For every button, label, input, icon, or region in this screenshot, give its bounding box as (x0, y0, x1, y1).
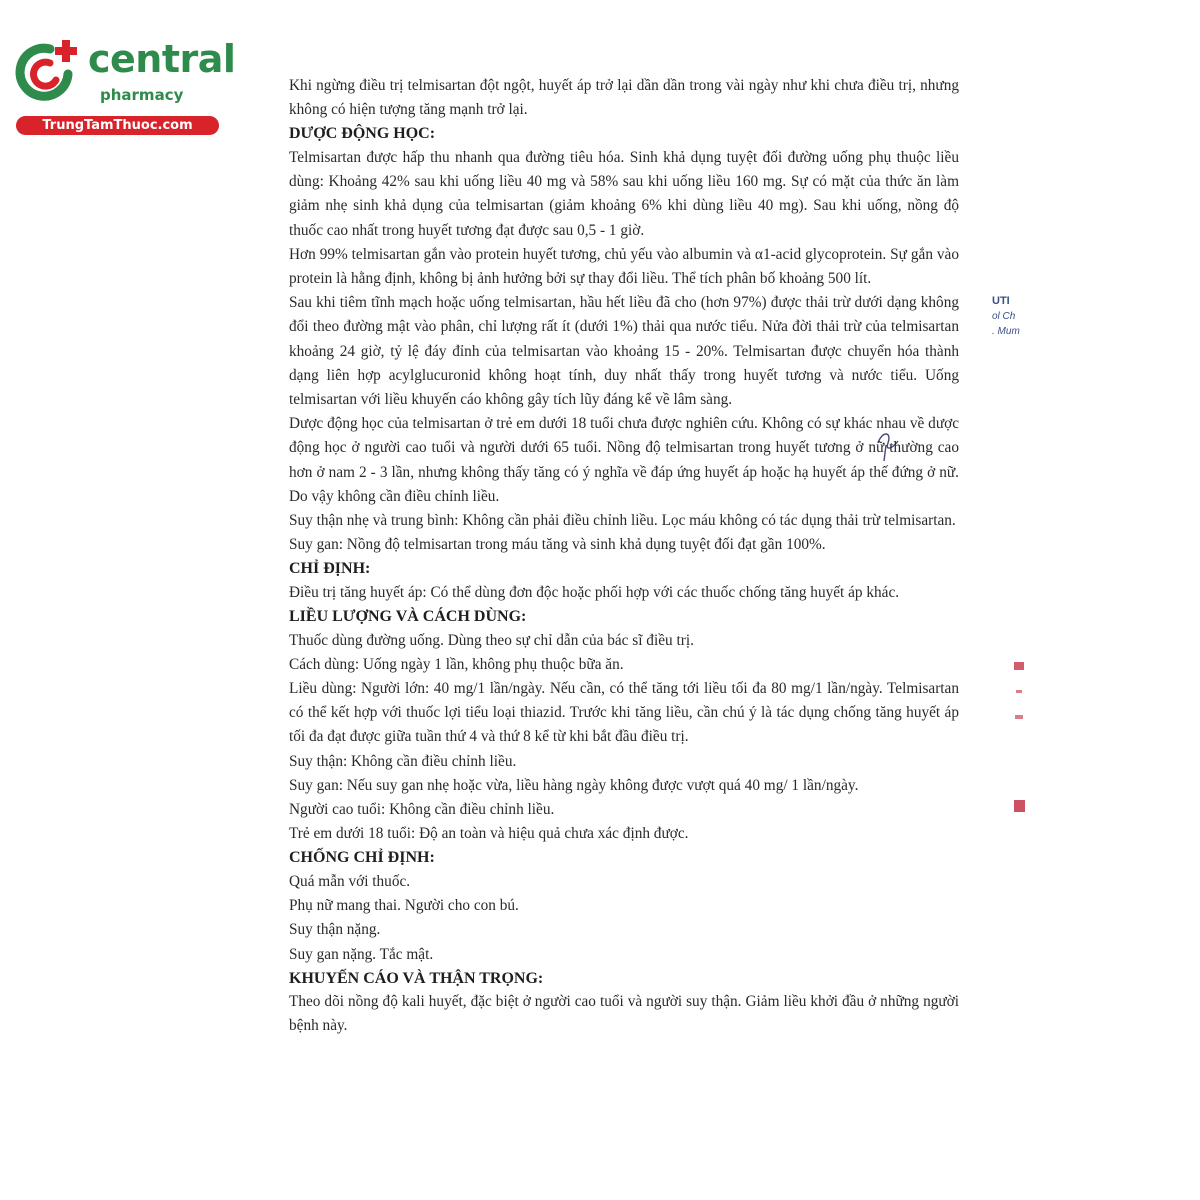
paragraph: Sau khi tiêm tĩnh mạch hoặc uống telmisartan, hầu hết liều đã cho (hơn 97%) được thải trừ dưới dạng không đổi theo đường mật vào phân, chỉ lượng rất ít (dưới 1%) thải qua nước tiểu. Nửa đời thải trừ của telmisartan khoảng 24 giờ, tỷ lệ đáy đỉnh của telmisartan vào khoảng 15 - 20%. Telmisartan được chuyển hóa thành dạng liên hợp acylglucuronid không hoạt tính, duy nhất thấy trong huyết tương và nước tiểu. Uống telmisartan với liều khuyến cáo không gây tích lũy đáng kể về lâm sàng. (289, 294, 959, 408)
paragraph: Điều trị tăng huyết áp: Có thể dùng đơn độc hoặc phối hợp với các thuốc chống tăng huyết áp khác. (289, 583, 900, 601)
paragraph: Thuốc dùng đường uống. Dùng theo sự chỉ dẫn của bác sĩ điều trị. (289, 631, 694, 649)
paragraph: Theo dõi nồng độ kali huyết, đặc biệt ở người cao tuổi và người suy thận. Giảm liều khởi đầu ở những người bệnh này. (289, 993, 959, 1035)
section-heading-contraindications: CHỐNG CHỈ ĐỊNH: (289, 849, 435, 867)
paragraph: Suy thận nặng. (289, 921, 381, 939)
edge-text-line: . Mum (992, 326, 1020, 337)
paragraph: Người cao tuổi: Không cần điều chỉnh liều. (289, 800, 555, 818)
paragraph: Hơn 99% telmisartan gắn vào protein huyết tương, chủ yếu vào albumin và α1-acid glycoprotein. Sự gắn vào protein là hằng định, không bị ảnh hưởng bởi sự thay đổi liều. Thể tích phân bố khoảng 500 lít. (289, 245, 959, 287)
paragraph: Phụ nữ mang thai. Người cho con bú. (289, 897, 519, 915)
paragraph: Suy gan nặng. Tắc mật. (289, 945, 434, 963)
paragraph: Trẻ em dưới 18 tuổi: Độ an toàn và hiệu quả chưa xác định được. (289, 825, 689, 843)
paragraph: Quá mẫn với thuốc. (289, 872, 411, 890)
section-heading-pharmacokinetics: DƯỢC ĐỘNG HỌC: (289, 125, 436, 143)
central-pharmacy-logo[interactable] (10, 36, 236, 136)
paragraph: Suy thận: Không cần điều chỉnh liều. (289, 752, 517, 770)
edge-stamp-text (992, 294, 1032, 339)
paragraph: Khi ngừng điều trị telmisartan đột ngột, huyết áp trở lại dần dần trong vài ngày như khi chưa điều trị, nhưng không có hiện tượng tăng mạnh trở lại. (289, 77, 959, 119)
logo-subtitle: pharmacy (100, 86, 184, 104)
paragraph: Telmisartan được hấp thu nhanh qua đường tiêu hóa. Sinh khả dụng tuyệt đối đường uống phụ thuộc liều dùng: Khoảng 42% sau khi uống liều 40 mg và 58% sau khi uống liều 160 mg. Sự có mặt của thức ăn làm giảm nhẹ sinh khả dụng của telmisartan (giảm khoảng 6% khi dùng liều 40 mg). Sau khi uống, nồng độ thuốc cao nhất trong huyết tương đạt được sau 0,5 - 1 giờ. (289, 148, 959, 239)
edge-text-line: ol Ch (992, 311, 1016, 322)
paragraph: Liều dùng: Người lớn: 40 mg/1 lần/ngày. Nếu cần, có thể tăng tới liều tối đa 80 mg/1 lần/ngày. Telmisartan có thể kết hợp với thuốc lợi tiểu loại thiazid. Trước khi tăng liều, cần chú ý là tác dụng chống tăng huyết áp tối đa đạt được giữa tuần thứ 4 và thứ 8 kể từ khi bắt đầu điều trị. (289, 679, 959, 746)
paragraph: Suy gan: Nếu suy gan nhẹ hoặc vừa, liều hàng ngày không được vượt quá 40 mg/ 1 lần/ngày. (289, 776, 859, 794)
red-stamp-edge (1012, 660, 1026, 820)
section-heading-warnings: KHUYẾN CÁO VÀ THẬN TRỌNG: (289, 969, 544, 987)
section-heading-indications: CHỈ ĐỊNH: (289, 560, 371, 578)
paragraph: Dược động học của telmisartan ở trẻ em dưới 18 tuổi chưa được nghiên cứu. Không có sự khác nhau về dược động học ở người cao tuổi và người dưới 65 tuổi. Nồng độ telmisartan trong huyết tương ở nữ thường cao hơn ở nam 2 - 3 lần, nhưng không thấy tăng có ý nghĩa về đáp ứng huyết áp hoặc hạ huyết áp thế đứng ở nữ. Do vậy không cần điều chỉnh liều. (289, 415, 959, 505)
pharmacy-cross-icon (10, 36, 82, 108)
paragraph: Suy thận nhẹ và trung bình: Không cần phải điều chỉnh liều. Lọc máu không có tác dụng thải trừ telmisartan. (289, 511, 956, 529)
logo-website-banner: TrungTamThuoc.com (16, 116, 219, 135)
paragraph: Suy gan: Nồng độ telmisartan trong máu tăng và sinh khả dụng tuyệt đối đạt gần 100%. (289, 536, 826, 554)
section-heading-dosage: LIỀU LƯỢNG VÀ CÁCH DÙNG: (289, 608, 527, 626)
edge-text-line: UTI (992, 295, 1010, 307)
document-body (289, 74, 959, 1039)
logo-name: central (88, 37, 236, 81)
paragraph: Cách dùng: Uống ngày 1 lần, không phụ thuộc bữa ăn. (289, 655, 624, 673)
